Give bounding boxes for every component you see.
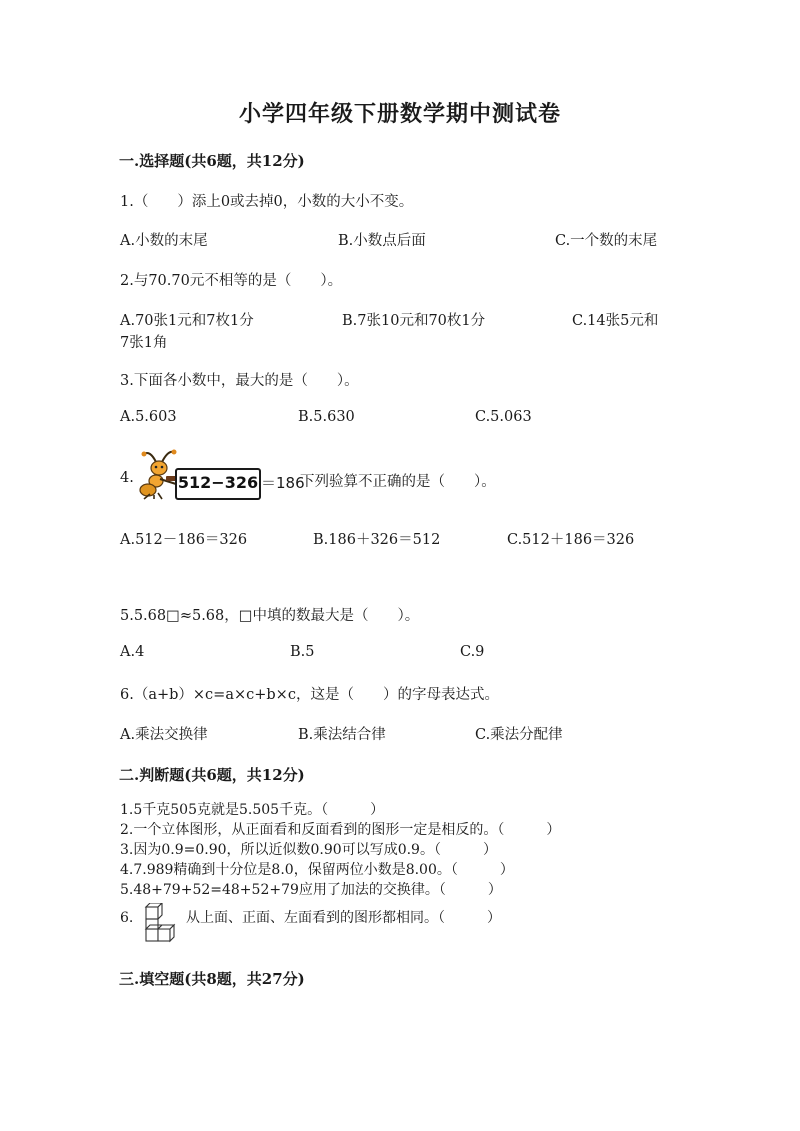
judge-1: 1.5千克505克就是5.505千克。（ ） [120,802,385,818]
judge-5: 5.48+79+52=48+52+79应用了加法的交换律。（ ） [120,882,502,898]
page-title: 小学四年级下册数学期中测试卷 [238,101,561,127]
question-4-option-a: A.512－186＝326 [120,532,248,548]
question-1-option-b: B.小数点后面 [338,233,426,249]
question-6-option-c: C.乘法分配律 [475,727,563,743]
question-5: 5.5.68□≈5.68，□中填的数最大是（ ）。 [120,608,420,624]
board-result: ＝186 [261,474,305,492]
blackboard-box [175,468,261,500]
question-6: 6.（a+b）×c=a×c+b×c，这是（ ）的字母表达式。 [120,687,499,703]
question-4-option-b: B.186＋326＝512 [313,532,441,548]
section-heading-choice: 一.选择题(共6题，共12分) [119,152,305,170]
question-5-option-a: A.4 [120,644,145,660]
judge-3: 3.因为0.9=0.90，所以近似数0.90可以写成0.9。（ ） [120,842,497,858]
question-2: 2.与70.70元不相等的是（ ）。 [120,273,343,289]
question-3-option-c: C.5.063 [475,409,532,425]
question-6-option-b: B.乘法结合律 [298,727,386,743]
judge-6-number: 6. [120,910,134,926]
question-2-option-c: C.14张5元和 [572,313,659,329]
section-heading-judge: 二.判断题(共6题，共12分) [119,766,305,784]
question-5-option-b: B.5 [290,644,315,660]
judge-6: 从上面、正面、左面看到的图形都相同。（ ） [186,910,501,926]
question-5-option-c: C.9 [460,644,485,660]
board-expression: 512−326 [177,473,259,492]
question-3-option-b: B.5.630 [298,409,355,425]
section-heading-fill: 三.填空题(共8题，共27分) [119,970,305,988]
question-1-option-a: A.小数的末尾 [120,233,208,249]
question-1: 1.（ ）添上0或去掉0，小数的大小不变。 [120,194,414,210]
question-3-option-a: A.5.603 [120,409,177,425]
question-2-option-c-continued: 7张1角 [120,335,168,351]
question-3: 3.下面各小数中，最大的是（ ）。 [120,373,359,389]
question-1-option-c: C.一个数的末尾 [555,233,658,249]
judge-4: 4.7.989精确到十分位是8.0，保留两位小数是8.00。（ ） [120,862,514,878]
question-2-option-a: A.70张1元和7枚1分 [120,313,254,329]
judge-2: 2.一个立体图形，从正面看和反面看到的图形一定是相反的。（ ） [120,822,561,838]
question-4-option-c: C.512＋186＝326 [507,532,635,548]
question-4-number: 4. [120,470,134,486]
cubes-icon [140,903,180,943]
question-6-option-a: A.乘法交换律 [120,727,208,743]
question-2-option-b: B.7张10元和70枚1分 [342,313,486,329]
question-4: 下列验算不正确的是（ ）。 [300,474,496,490]
